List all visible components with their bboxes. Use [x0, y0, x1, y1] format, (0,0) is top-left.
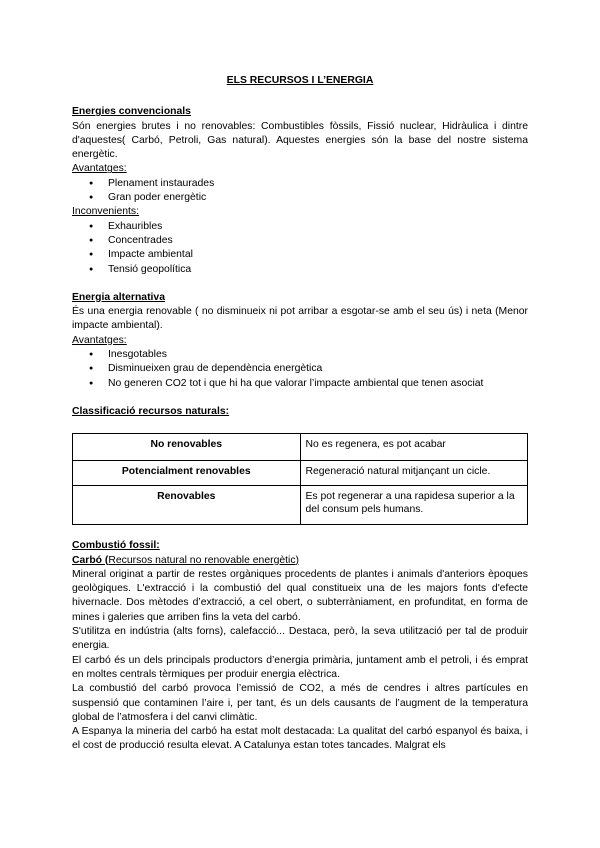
alternative-advantages-list	[72, 348, 528, 391]
list-item: ● Inesgotables	[108, 348, 528, 362]
section-heading-alternative: Energia alternativa	[72, 291, 165, 303]
list-item: ● Plenament instaurades	[108, 177, 528, 191]
table-cell-value: Es pot regenerar a una rapidesa superior a la del consum pels humans.	[300, 486, 528, 525]
combustion-paragraph: El carbó és un dels principals productors d’energia primària, juntament amb el petroli, i és emprat en moltes centrals tèrmiques per produir energia elèctrica.	[72, 654, 528, 680]
carbo-heading	[72, 554, 528, 568]
combustion-paragraph: A Espanya la mineria del carbó ha estat molt destacada: La qualitat del carbó espanyol és baixa, i el cost de producció resulta elevat. A Catalunya estan totes tancades. Malgrat els	[72, 726, 528, 752]
carbo-label: Carbó (	[72, 554, 109, 566]
section-heading-conventional: Energies convencionals	[72, 106, 191, 118]
combustion-paragraph: La combustió del carbó provoca l’emissió de CO2, a més de cendres i altres partícules en suspensió que contaminen l’aire i, per tant, és un dels causants de l’augment de la temperatura global de l’atmosfera i del canvi climàtic.	[72, 683, 528, 723]
list-item: ● Exhauribles	[108, 220, 528, 234]
table-cell-key: No renovables	[73, 434, 301, 461]
table-cell-key: Renovables	[73, 486, 301, 525]
table-row	[73, 461, 528, 486]
combustion-paragraph: S'utilitza en indústria (alts forns), calefacció... Destaca, però, la seva utilització per tal de produir energia.	[72, 626, 528, 652]
table-cell-value: No es regenera, es pot acabar	[300, 434, 528, 461]
list-item: ● Impacte ambiental	[108, 248, 528, 262]
list-item: ● No generen CO2 tot i que hi ha que valorar l’impacte ambiental que tenen asociat	[108, 377, 528, 391]
advantages-label: Avantatges:	[72, 163, 127, 175]
section-heading-classification: Classificació recursos naturals:	[72, 405, 230, 417]
combustion-paragraph: Mineral originat a partir de restes orgàniques procedents de plantes i animals d'anteriors èpoques geològiques. L'extracció i la combustió del qual constitueix una de les majors fonts d'efecte hivernacle. Dos mètodes d’extracció, a cel obert, o subterràniament, en profunditat, en forma de mines i galeries que arriben fins la veta del carbó.	[72, 568, 528, 623]
document-page	[72, 74, 528, 754]
disadvantages-label: Inconvenients:	[72, 206, 140, 218]
alternative-description: És una energia renovable ( no disminueix ni pot arribar a esgotar-se amb el seu ús) i neta (Menor impacte ambiental).	[72, 306, 528, 332]
list-item: ● Concentrades	[108, 234, 528, 248]
classification-table	[72, 433, 528, 525]
table-row	[73, 434, 528, 461]
carbo-subtitle: Recursos natural no renovable energètic)	[108, 554, 299, 566]
conventional-disadvantages-list	[72, 220, 528, 277]
document-title: ELS RECURSOS I L’ENERGIA	[226, 75, 374, 86]
conventional-advantages-list	[72, 177, 528, 206]
list-item: ● Gran poder energètic	[108, 191, 528, 205]
table-cell-key: Potencialment renovables	[73, 461, 301, 486]
table-row	[73, 486, 528, 525]
advantages-label: Avantatges:	[72, 334, 127, 346]
section-heading-combustion: Combustió fossil:	[72, 540, 160, 552]
list-item: ● Disminueixen grau de dependència energètica	[108, 362, 528, 376]
table-cell-value: Regeneració natural mitjançant un cicle.	[300, 461, 528, 486]
conventional-description: Són energies brutes i no renovables: Combustibles fòssils, Fissió nuclear, Hidràulica i dintre d'aquestes( Carbó, Petroli, Gas natural). Aquestes energies són la base del nostre sistema energètic.	[72, 120, 528, 161]
list-item: ● Tensió geopolítica	[108, 263, 528, 277]
